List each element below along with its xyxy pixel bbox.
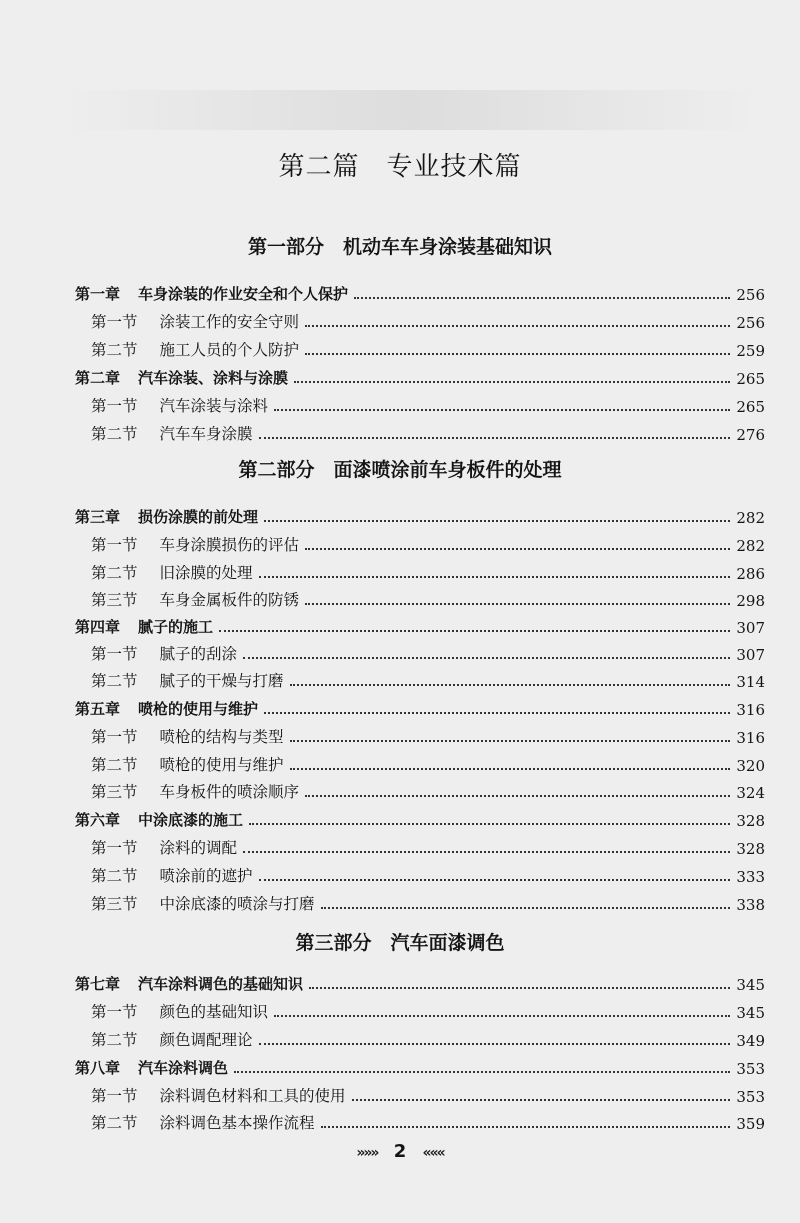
toc-entry-label [75, 809, 243, 830]
dot-leader [305, 603, 730, 605]
toc-entry-title: 施工人员的个人防护 [159, 341, 300, 359]
dot-leader [259, 576, 731, 578]
dot-leader [305, 353, 730, 355]
toc-page-number: 349 [736, 1032, 765, 1050]
toc-page-number: 286 [736, 565, 765, 583]
toc-entry-number: 第一节 [91, 645, 138, 663]
toc-section-row[interactable] [75, 717, 765, 747]
toc-section-row[interactable] [75, 580, 765, 610]
toc-page-number: 359 [736, 1115, 765, 1133]
dot-leader [243, 657, 730, 659]
toc-entry-label [75, 422, 253, 444]
toc-entry-number: 第八章 [75, 1059, 121, 1077]
toc-section-row[interactable] [75, 386, 765, 416]
toc-section-row[interactable] [75, 745, 765, 775]
toc-section-row[interactable] [75, 661, 765, 691]
toc-section-row[interactable] [75, 856, 765, 886]
toc-entry-title: 中涂底漆的喷涂与打磨 [159, 895, 315, 913]
toc-page-number: 259 [736, 342, 765, 360]
toc-entry-title: 中涂底漆的施工 [138, 811, 244, 829]
toc-section-row[interactable] [75, 302, 765, 332]
toc-entry-title: 涂料调色材料和工具的使用 [159, 1087, 346, 1105]
toc-entry-label [75, 394, 268, 416]
toc-page-number: 328 [736, 840, 765, 858]
dot-leader [321, 907, 731, 909]
toc-entry-label [75, 338, 299, 360]
toc-page-number: 333 [736, 868, 765, 886]
dot-leader [259, 1043, 731, 1045]
toc-entry-number: 第六章 [75, 811, 121, 829]
page-footer [0, 1141, 800, 1162]
toc-chapter-row[interactable] [75, 800, 765, 830]
toc-chapter-row[interactable] [75, 497, 765, 527]
toc-entry-label [75, 1111, 315, 1133]
toc-entry-number: 第二章 [75, 369, 121, 387]
toc-entry-title: 腻子的刮涂 [159, 645, 238, 663]
toc-entry-number: 第四章 [75, 618, 121, 636]
toc-entry-title: 旧涂膜的处理 [159, 564, 253, 582]
toc-section-row[interactable] [75, 634, 765, 664]
toc-entry-label [75, 836, 237, 858]
dot-leader [234, 1071, 730, 1073]
toc-page-number: 353 [736, 1088, 765, 1106]
toc-entry-number: 第七章 [75, 975, 121, 993]
dot-leader [305, 325, 730, 327]
left-ornament: »»» [356, 1145, 378, 1161]
toc-entry-label [75, 725, 284, 747]
toc-entry-label [75, 367, 288, 388]
toc-entry-label [75, 283, 348, 304]
part-heading-2: 第二部分 面漆喷涂前车身板件的处理 [238, 459, 562, 481]
dot-leader [219, 630, 730, 632]
toc-page-number: 265 [736, 370, 765, 388]
dot-leader [290, 740, 731, 742]
toc-section-row[interactable] [75, 525, 765, 555]
toc-chapter-row[interactable] [75, 1048, 765, 1078]
dot-leader [249, 823, 730, 825]
dot-leader [243, 851, 730, 853]
toc-section-row[interactable] [75, 772, 765, 802]
toc-entry-number: 第五章 [75, 700, 121, 718]
dot-leader [259, 437, 731, 439]
toc-page-number: 282 [736, 537, 765, 555]
toc-page-number: 328 [736, 812, 765, 830]
toc-page-number: 282 [736, 509, 765, 527]
toc-section-row[interactable] [75, 992, 765, 1022]
toc-page-number: 320 [736, 757, 765, 775]
toc-page-number: 265 [736, 398, 765, 416]
toc-page-number: 316 [736, 729, 765, 747]
toc-page-number: 307 [736, 619, 765, 637]
toc-section-row[interactable] [75, 553, 765, 583]
toc-section-row[interactable] [75, 414, 765, 444]
toc-entry-number: 第一节 [91, 728, 138, 746]
toc-page-number: 324 [736, 784, 765, 802]
page-number: 2 [393, 1141, 407, 1162]
toc-entry-title: 颜色的基础知识 [159, 1003, 269, 1021]
toc-section-row[interactable] [75, 1076, 765, 1106]
toc-page-number: 345 [736, 976, 765, 994]
bleed-through-shadow [60, 90, 760, 130]
toc-entry-label [75, 973, 303, 994]
toc-section-row[interactable] [75, 1020, 765, 1050]
right-ornament: ««« [422, 1145, 444, 1161]
toc-entry-number: 第三章 [75, 508, 121, 526]
toc-entry-title: 腻子的干燥与打磨 [159, 672, 284, 690]
toc-entry-label [75, 310, 299, 332]
toc-chapter-row[interactable] [75, 689, 765, 719]
toc-entry-title: 损伤涂膜的前处理 [138, 508, 259, 526]
toc-entry-number: 第二节 [91, 1031, 138, 1049]
toc-page-number: 276 [736, 426, 765, 444]
toc-entry-number: 第一节 [91, 839, 138, 857]
dot-leader [274, 409, 730, 411]
dot-leader [264, 712, 730, 714]
toc-chapter-row[interactable] [75, 964, 765, 994]
toc-entry-title: 车身涂装的作业安全和个人保护 [138, 285, 349, 303]
toc-entry-title: 汽车涂料调色 [138, 1059, 229, 1077]
toc-entry-label [75, 669, 284, 691]
part-heading-1: 第一部分 机动车车身涂装基础知识 [247, 236, 552, 258]
toc-page-number: 256 [736, 314, 765, 332]
toc-section-row[interactable] [75, 1103, 765, 1133]
toc-entry-number: 第三节 [91, 591, 138, 609]
toc-entry-title: 喷枪的使用与维护 [159, 756, 284, 774]
toc-entry-label [75, 864, 253, 886]
dot-leader [294, 381, 730, 383]
toc-entry-label [75, 506, 258, 527]
toc-entry-title: 汽车涂料调色的基础知识 [138, 975, 304, 993]
toc-entry-label [75, 533, 299, 555]
toc-entry-label [75, 1057, 228, 1078]
toc-entry-title: 涂料调色基本操作流程 [159, 1114, 315, 1132]
toc-entry-number: 第二节 [91, 1114, 138, 1132]
toc-entry-title: 喷涂前的遮护 [159, 867, 253, 885]
toc-entry-number: 第二节 [91, 564, 138, 582]
toc-entry-label [75, 892, 315, 914]
dot-leader [259, 879, 731, 881]
toc-entry-number: 第二节 [91, 756, 138, 774]
dot-leader [352, 1099, 731, 1101]
toc-entry-title: 车身板件的喷涂顺序 [159, 783, 300, 801]
toc-page-number: 353 [736, 1060, 765, 1078]
toc-entry-title: 车身金属板件的防锈 [159, 591, 300, 609]
toc-entry-number: 第三节 [91, 783, 138, 801]
toc-entry-number: 第三节 [91, 895, 138, 913]
toc-entry-title: 涂装工作的安全守则 [159, 313, 300, 331]
dot-leader [274, 1015, 730, 1017]
dot-leader [264, 520, 730, 522]
dot-leader [305, 795, 730, 797]
dot-leader [309, 987, 730, 989]
toc-entry-number: 第一节 [91, 536, 138, 554]
toc-entry-title: 颜色调配理论 [159, 1031, 253, 1049]
toc-entry-number: 第一节 [91, 397, 138, 415]
toc-section-row[interactable] [75, 884, 765, 914]
toc-entry-title: 喷枪的结构与类型 [159, 728, 284, 746]
page-title: 第二篇 专业技术篇 [278, 152, 522, 182]
dot-leader [290, 684, 731, 686]
dot-leader [321, 1126, 731, 1128]
toc-page-number: 338 [736, 896, 765, 914]
toc-entry-title: 涂料的调配 [159, 839, 238, 857]
dot-leader [305, 548, 730, 550]
toc-chapter-row[interactable] [75, 607, 765, 637]
toc-entry-title: 汽车涂装、涂料与涂膜 [138, 369, 289, 387]
toc-chapter-row[interactable] [75, 274, 765, 304]
toc-entry-number: 第一节 [91, 313, 138, 331]
toc-page-number: 345 [736, 1004, 765, 1022]
toc-section-row[interactable] [75, 330, 765, 360]
toc-entry-label [75, 780, 299, 802]
toc-entry-label [75, 1000, 268, 1022]
toc-entry-number: 第二节 [91, 867, 138, 885]
toc-entry-number: 第二节 [91, 341, 138, 359]
toc-entry-number: 第一节 [91, 1003, 138, 1021]
toc-entry-number: 第二节 [91, 425, 138, 443]
part-heading-3: 第三部分 汽车面漆调色 [295, 932, 505, 954]
toc-page-number: 316 [736, 701, 765, 719]
toc-page-number: 314 [736, 673, 765, 691]
toc-page-number: 298 [736, 592, 765, 610]
toc-entry-title: 腻子的施工 [138, 618, 214, 636]
toc-page-number: 256 [736, 286, 765, 304]
toc-entry-number: 第一节 [91, 1087, 138, 1105]
toc-entry-label [75, 1028, 253, 1050]
toc-page-number: 307 [736, 646, 765, 664]
dot-leader [354, 297, 730, 299]
toc-entry-number: 第二节 [91, 672, 138, 690]
toc-entry-label [75, 698, 258, 719]
toc-entry-title: 汽车车身涂膜 [159, 425, 253, 443]
dot-leader [290, 768, 731, 770]
toc-chapter-row[interactable] [75, 358, 765, 388]
toc-entry-title: 车身涂膜损伤的评估 [159, 536, 300, 554]
toc-entry-number: 第一章 [75, 285, 121, 303]
toc-entry-title: 汽车涂装与涂料 [159, 397, 269, 415]
toc-entry-title: 喷枪的使用与维护 [138, 700, 259, 718]
toc-section-row[interactable] [75, 828, 765, 858]
